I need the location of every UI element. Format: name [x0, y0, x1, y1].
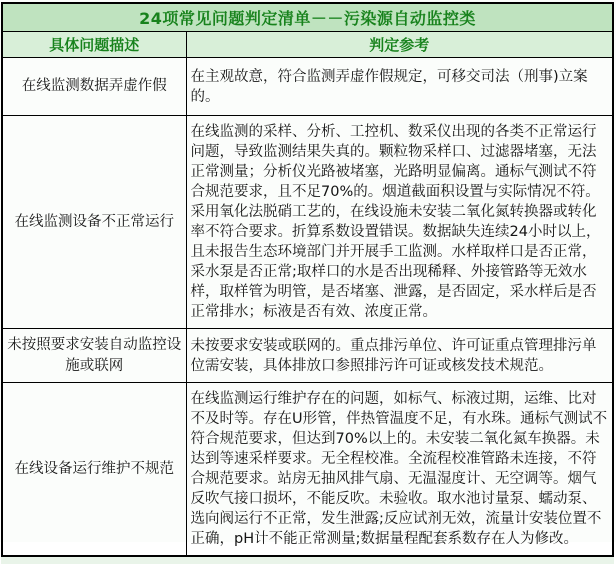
- page-bottom-margin: [1, 557, 614, 564]
- problem-cell: 在线监测设备不正常运行: [2, 116, 186, 329]
- problem-cell: 在线设备运行维护不规范: [2, 383, 186, 557]
- reference-cell: 在线监测的采样、分析、工控机、数采仪出现的各类不正常运行问题，导致监测结果失真的。颗粒物采样口、过滤器堵塞，无法正常测量；分析仪光路被堵塞，光路明显偏离。通标气测试不符合规范要求，且不足70%的。烟道截面积设置与实际情况不符。采用氧化法脱硝工艺的，在线设施未安装二氧化氮转换器或转化率不符合要求。折算系数设置错误。数据缺失连续24小时以上，且未报告生态环境部门并开展手工监测。水样取样口是否正常，采水泵是否正常;取样口的水是否出现稀释、外接管路等无效水样，取样管为明管，是否堵塞、泄露，是否固定，采水样后是否正常排水；标液是否有效、浓度正常。: [186, 116, 613, 329]
- issues-table: [1, 2, 614, 557]
- table-row: [2, 116, 613, 329]
- column-header-problem: 具体问题描述: [2, 32, 186, 58]
- table-row: [2, 58, 613, 116]
- problem-cell: 未按照要求安装自动监控设施或联网: [2, 329, 186, 383]
- title-row: [2, 3, 613, 32]
- page-title: 24项常见问题判定清单－－污染源自动监控类: [2, 3, 613, 32]
- reference-cell: 在主观故意，符合监测弄虚作假规定，可移交司法（刑事)立案的。: [186, 58, 613, 116]
- problem-cell: 在线监测数据弄虚作假: [2, 58, 186, 116]
- reference-cell: 在线监测运行维护存在的问题，如标气、标液过期，运维、比对不及时等。存在U形管，伴热管温度不足，有水珠。通标气测试不符合规范要求，但达到70%以上的。未安装二氧化氮车换器。未达到等速采样要求。无全程校准。全流程校准管路未连接，不符合规范要求。站房无抽风排气扇、无温湿度计、无空调等。烟气反吹气接口损坏，不能反吹。未验收。取水池讨量泵、蠕动泵、选向阀运行不正常，发生泄露;反应试剂无效，流量计安装位置不正确，pH计不能正常测量;数据量程配套系数存在人为修改。: [186, 383, 613, 557]
- column-header-reference: 判定参考: [186, 32, 613, 58]
- table-row: [2, 383, 613, 557]
- reference-cell: 未按要求安装或联网的。重点排污单位、许可证重点管理排污单位需安装，具体排放口参照排污许可证或核发技术规范。: [186, 329, 613, 383]
- header-row: [2, 32, 613, 58]
- table-row: [2, 329, 613, 383]
